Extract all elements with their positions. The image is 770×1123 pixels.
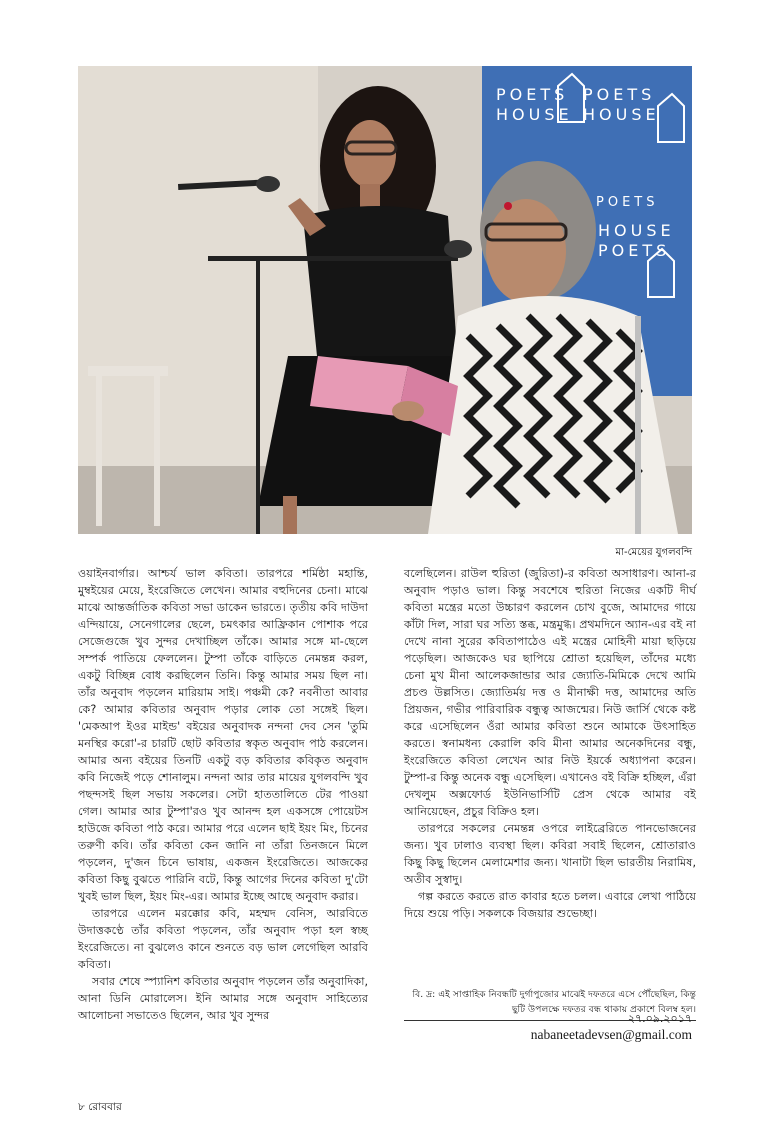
banner-text: HOUSE: [496, 105, 573, 124]
banner-text: POETS: [598, 241, 671, 260]
article-column-right: [404, 565, 696, 922]
article-photo: [78, 66, 692, 534]
banner-text: POETS: [596, 195, 659, 210]
paragraph: গল্প করতে করতে রাত কাবার হতে চলল। এবারে লেখা পাঠিয়ে দিয়ে শুয়ে পড়ি। সকলকে বিজয়ার শুভেচ্ছা।: [404, 890, 696, 920]
paragraph: বলেছিলেন। রাউল হুরিতা (জুরিতা)-র কবিতা অসাধারণ। আনা-র অনুবাদ পড়াও ভাল। কিন্তু সবশেষে হুরিতা নিজের একটি দীর্ঘ কবিতা মন্ত্রের মতো উচ্চারণ করলেন চোখ বুজে, আমাদের গায়ে কাঁটা দিল, সারা ঘর সত্যি স্তব্ধ, মন্ত্রমুগ্ধ। প্রথমদিনে অ্যান-এর বই না দেখে নানা সুরের কবিতাপাঠেও এই মন্ত্রের মোহিনী মায়া ছড়িয়ে পড়েছিল। আজকেও ঘর ছাপিয়ে শ্রোতা হয়েছিল, তাঁদের মধ্যে চেনা মুখ মীনা আলেকজান্ডার আর জ্যোতি-মিমিকে দেখে আমি প্রচণ্ড উল্লসিত। জ্যোতির্ময় দত্ত ও মীনাক্ষী দত্ত, আমাদের অতি প্রিয়জন, গভীর পারিবারিক বন্ধুত্ব আজন্মের। নিউ জার্সি থেকে কষ্ট করে এসেছিলেন ওঁরা আমার কবিতা শুনে আমাকে উৎসাহিত করতে। স্বনামধন্য কেরালি কবি মীনা আমার অনেকদিনের বন্ধু, ইংরেজিতে কবিতা লেখেন আর নিউ ইয়র্কে অধ্যাপনা করেন। টুম্পা-র কিন্তু অনেক বন্ধু এসেছিল। এখানেও বই বিক্রি হচ্ছিল, এঁরা দেখলুম অক্সফোর্ড ইউনিভার্সিটি প্রেস থেকে আমার বই আনিয়েছেন, প্রচুর বিক্রিও হল।: [404, 567, 696, 818]
photo-caption: মা-মেয়ের যুগলবন্দি: [615, 547, 692, 558]
editor-note: বি. দ্র: এই সাপ্তাহিক নিবন্ধটি দুর্গাপুজোর মাঝেই দফতরে এসে পৌঁছেছিল, কিন্তু ছুটি উপলক্ষে দফতর বন্ধ থাকায় প্রকাশে বিলম্ব হল।: [404, 987, 696, 1021]
paragraph: ওয়াইনবার্গার। আশ্চর্য ভাল কবিতা। তারপরে শর্মিষ্ঠা মহান্তি, মুম্বইয়ের মেয়ে, ইংরেজিতে লেখেন। আমার বহুদিনের চেনা। মাঝে মাঝে আন্তর্জাতিক কবিতা সভা ডাকেন ভারতে। তৃতীয় কবি দাউদা এন্দিয়ায়ে, সেনেগালের ছেলে, চমৎকার আফ্রিকান পোশাক পরে সেজেগুজে খুব সুন্দর দেখাচ্ছিল তাঁকে। আমার সঙ্গে মা-ছেলে সম্পর্ক পাতিয়ে ফেললেন। টুম্পা তাঁকে বাড়িতে নেমন্তন্ন করল, একটু বিচ্ছিন্ন বোধ করছিলেন তিনি। কিন্তু আমার সময় ছিল না। তাঁর অনুবাদ পড়লেন মারিয়াম সাই। পঞ্চমী কে? নবনীতা আবার কে? আমার কবিতার অনুবাদ পড়ার লোক তো সঙ্গেই ছিল। 'মেকআপ ইওর মাইন্ড' বইয়ের অনুবাদক নন্দনা দেব সেন 'তুমি মনস্থির করো'-র চারটি ছোট কবিতার স্বকৃত অনুবাদ পাঠ করলেন। আমার অন্য বইয়ের তিনটি একটু বড় কবিতার কবিকৃত অনুবাদ কবি নিজেই পড়ে শোনালুম। নন্দনা আর তার মায়ের যুগলবন্দি খুব পছন্দসই ছিল সভায় সকলের। সেটা হাততালিতে টের পাওয়া গেল। আমার আর টুম্পা'রও খুব আনন্দ হল একসঙ্গে পোয়েটস হাউজে কবিতা পাঠ করে। আমার পরে এলেন ছাই ইয়ং মিং, চিনের তরুণী কবি। তাঁর কবিতা কেন জানি না তাঁরা তিনজনে মিলে পড়লেন, দু'জন চিনে ভাষায়, একজন ইংরেজিতে। আজকের কবিতা কিছু বুঝতে পারিনি বটে, কিন্তু আগের দিনের কবিতা দু'টো খুবই ভাল ছিল, ইয়ং মিং-এর। আমার ইচ্ছে আছে অনুবাদ করার।: [78, 567, 368, 903]
article-column-left: [78, 565, 368, 1024]
page-folio: ৮ রোববার: [78, 1101, 122, 1113]
banner-text: HOUSE: [598, 221, 675, 240]
banner-text: POETS: [496, 85, 569, 104]
paragraph: তারপরে এলেন মরক্কোর কবি, মহম্মদ বেনিস, আরবিতে উদাত্তকণ্ঠে তাঁর কবিতা পড়লেন, তাঁর অনুবাদ পড়া হল স্বচ্ছ ইংরেজিতে। না বুঝলেও কানে শুনতে বড় ভাল লেগেছিল আরবি কবিতা।: [78, 907, 368, 971]
banner-text: HOUSE: [583, 105, 660, 124]
paragraph: তারপরে সকলের নেমন্তন্ন ওপরে লাইব্রেরিতে পানভোজনের জন্য। খুব ঢালাও ব্যবস্থা ছিল। কবিরা সবাই ছিলেন, শ্রোতারাও কিছু কিছু ছিলেন মেলামেশার জন্য। খানাটা ছিল ভারতীয় নিরামিষ, অতীব সুস্বাদু।: [404, 822, 696, 886]
article-date: ২৭.০৯.২০১৭: [627, 1012, 692, 1025]
banner-text: POETS: [583, 85, 656, 104]
author-email[interactable]: nabaneetadevsen@gmail.com: [530, 1027, 692, 1042]
paragraph: সবার শেষে স্প্যানিশ কবিতার অনুবাদ পড়লেন তাঁর অনুবাদিকা, আনা ডিনি মোরালেস। ইনি আমার সঙ্গে অনুবাদ সাহিত্যের আলোচনা সভাতেও ছিলেন, আর খুব সুন্দর: [78, 975, 368, 1022]
